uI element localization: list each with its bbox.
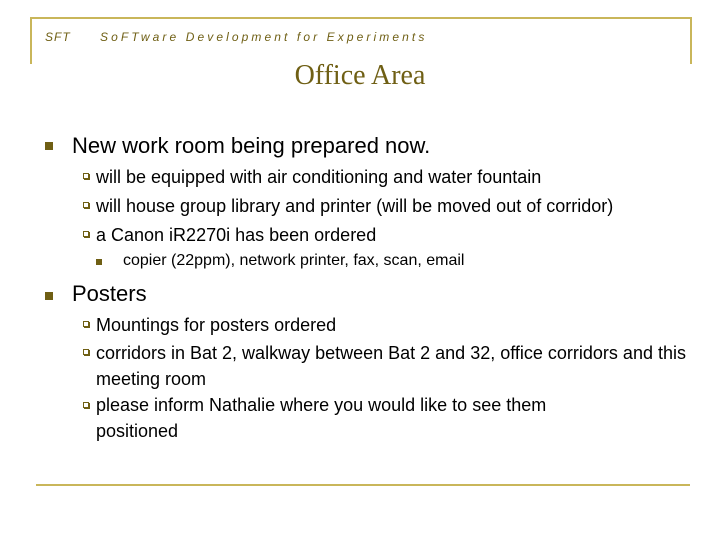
bullet-text: Posters [72,281,147,306]
checkbox-bullet-icon [83,231,89,237]
checkbox-bullet-icon [83,321,89,327]
sub-bullet-text: will house group library and printer (will be moved out of corridor) [96,196,614,216]
header-top-rule [30,17,692,19]
bullet-text: New work room being prepared now. [72,133,431,158]
sub-sub-bullet-text: copier (22ppm), network printer, fax, scan, email [123,252,465,269]
checkbox-bullet-icon [83,402,89,408]
sub-sub-bullet-square-icon [96,259,102,265]
footer-rule [36,484,690,486]
sub-bullet-text: will be equipped with air conditioning and water fountain [96,167,542,187]
slide-title: Office Area [294,60,426,91]
header-right-rule [690,17,692,64]
sub-bullet-text: please inform Nathalie where you would like to see them positioned [96,395,547,441]
checkbox-bullet-icon [83,349,89,355]
sub-bullet-text: Mountings for posters ordered [96,315,337,335]
header-full-name: SoFTware Development for Experiments [100,30,428,44]
header-abbreviation: SFT [45,30,71,44]
sub-bullet-text: corridors in Bat 2, walkway between Bat 2 and 32, office corridors and this meeting room [96,343,686,389]
checkbox-bullet-icon [83,173,89,179]
sub-bullet-text: a Canon iR2270i has been ordered [96,225,377,245]
checkbox-bullet-icon [83,202,89,208]
bullet-square-icon [45,142,53,150]
bullet-square-icon [45,292,53,300]
header-left-rule [30,17,32,64]
